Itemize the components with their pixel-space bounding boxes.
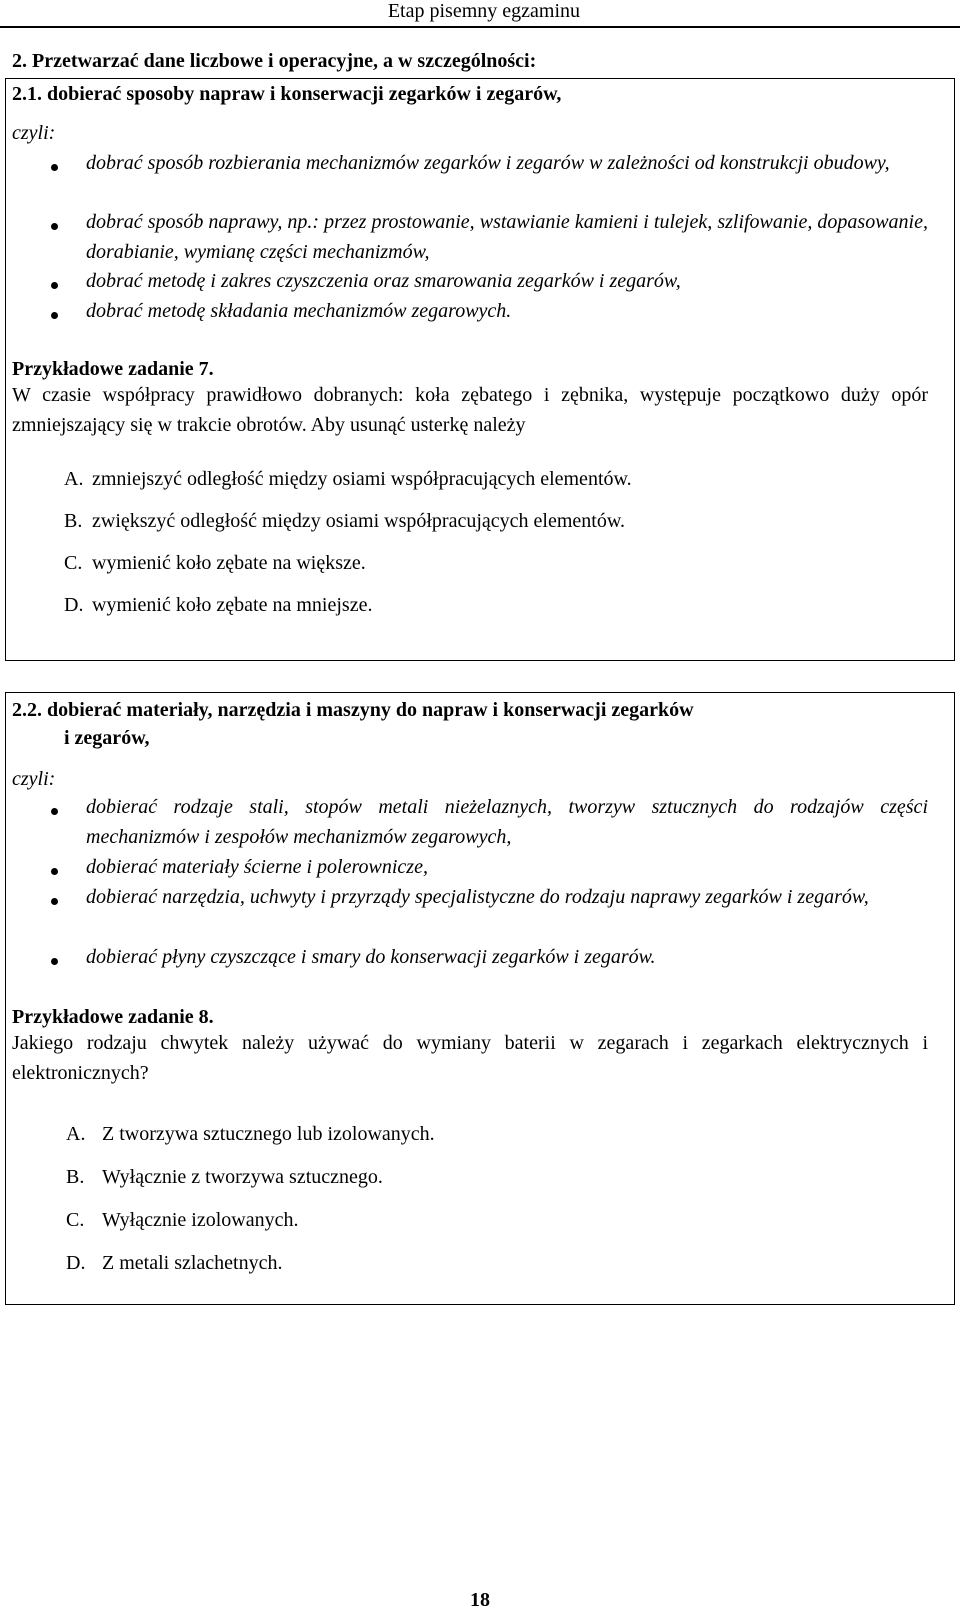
- task7-option-d-letter: D.: [64, 594, 84, 616]
- task7-option-b[interactable]: zwiększyć odległość między osiami współpracujących elementów.: [92, 510, 625, 532]
- bullet-icon: [51, 223, 58, 230]
- sub1-bullet-4: dobrać metodę składania mechanizmów zegarowych.: [86, 300, 512, 322]
- task8-option-c-letter: C.: [66, 1209, 85, 1231]
- sub2-bullet-4: dobierać płyny czyszczące i smary do konserwacji zegarków i zegarów.: [86, 946, 656, 968]
- task8-option-d-letter: D.: [66, 1252, 86, 1274]
- sub2-czyli: czyli:: [12, 768, 56, 790]
- sub2-bullet-2: dobierać materiały ścierne i polerownicze,: [86, 856, 428, 878]
- task7-option-c[interactable]: wymienić koło zębate na większe.: [92, 552, 366, 574]
- bullet-icon: [51, 282, 58, 289]
- sub1-title: 2.1. dobierać sposoby napraw i konserwacji zegarków i zegarów,: [12, 83, 562, 105]
- bullet-icon: [51, 898, 58, 905]
- sub1-bullet-1: dobrać sposób rozbierania mechanizmów zegarków i zegarów w zależności od konstrukcji obudowy,: [86, 152, 890, 174]
- task7-option-a-letter: A.: [64, 468, 84, 490]
- task8-title: Przykładowe zadanie 8.: [12, 1006, 214, 1028]
- bullet-icon: [51, 164, 58, 171]
- task8-option-a-letter: A.: [66, 1123, 86, 1145]
- task7-title: Przykładowe zadanie 7.: [12, 358, 214, 380]
- sub2-title-line2: i zegarów,: [64, 727, 150, 749]
- bullet-icon: [51, 868, 58, 875]
- sub2-bullet-3: dobierać narzędzia, uchwyty i przyrządy specjalistyczne do rodzaju naprawy zegarków i zegarów,: [86, 886, 869, 908]
- sub1-bullet-3: dobrać metodę i zakres czyszczenia oraz smarowania zegarków i zegarów,: [86, 270, 681, 292]
- section-title: 2. Przetwarzać dane liczbowe i operacyjne, a w szczególności:: [12, 50, 537, 72]
- page-number: 18: [470, 1589, 490, 1611]
- bullet-icon: [51, 312, 58, 319]
- task7-text: W czasie współpracy prawidłowo dobranych: koła zębatego i zębnika, występuje początkowo duży opór zmniejszający się w trakcie obrotów. Aby usunąć usterkę należy: [12, 384, 928, 436]
- sub1-bullet-2: dobrać sposób naprawy, np.: przez prostowanie, wstawianie kamieni i tulejek, szlifowanie, dopasowanie, dorabianie, wymianę części mechanizmów,: [86, 211, 928, 263]
- task7-option-c-letter: C.: [64, 552, 83, 574]
- bullet-icon: [51, 958, 58, 965]
- sub2-bullet-1: dobierać rodzaje stali, stopów metali nieżelaznych, tworzyw sztucznych do rodzajów części mechanizmów i zespołów mechanizmów zegarowych,: [86, 796, 928, 848]
- task8-option-a[interactable]: Z tworzywa sztucznego lub izolowanych.: [102, 1123, 435, 1145]
- sub2-title-line1: 2.2. dobierać materiały, narzędzia i maszyny do napraw i konserwacji zegarków: [12, 699, 694, 721]
- task8-option-d[interactable]: Z metali szlachetnych.: [102, 1252, 283, 1274]
- task7-option-b-letter: B.: [64, 510, 83, 532]
- task7-option-d[interactable]: wymienić koło zębate na mniejsze.: [92, 594, 373, 616]
- task8-text: Jakiego rodzaju chwytek należy używać do wymiany baterii w zegarach i zegarkach elektrycznych i elektronicznych?: [12, 1032, 928, 1084]
- page-header: Etap pisemny egzaminu: [387, 0, 580, 22]
- task8-option-b-letter: B.: [66, 1166, 85, 1188]
- task8-option-b[interactable]: Wyłącznie z tworzywa sztucznego.: [102, 1166, 383, 1188]
- sub1-czyli: czyli:: [12, 122, 56, 144]
- bullet-icon: [51, 808, 58, 815]
- task8-option-c[interactable]: Wyłącznie izolowanych.: [102, 1209, 299, 1231]
- task7-option-a[interactable]: zmniejszyć odległość między osiami współpracujących elementów.: [92, 468, 632, 490]
- header-rule: [0, 26, 960, 28]
